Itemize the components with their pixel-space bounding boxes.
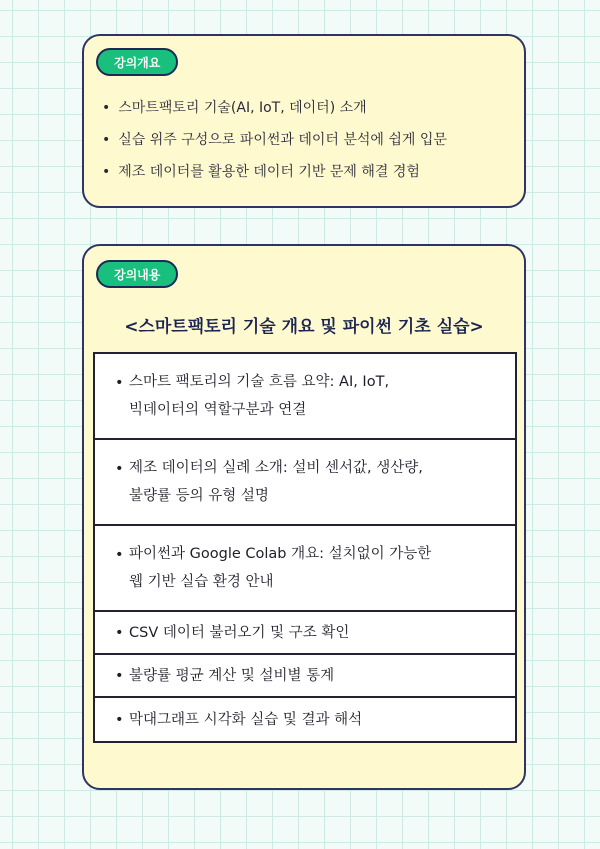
overview-item: • 실습 위주 구성으로 파이썬과 데이터 분석에 쉽게 입문 <box>102 124 447 156</box>
content-table <box>93 352 517 743</box>
content-row <box>95 440 515 526</box>
content-row <box>95 354 515 440</box>
content-row-line: 불량률 평균 계산 및 설비별 통계 <box>129 667 335 684</box>
content-row-line: 파이썬과 Google Colab 개요: 설치없이 가능한 <box>129 546 432 562</box>
overview-item: • 제조 데이터를 활용한 데이터 기반 문제 해결 경험 <box>102 156 447 188</box>
overview-card <box>82 34 526 208</box>
content-title: <스마트팩토리 기술 개요 및 파이썬 기초 실습> <box>124 317 484 337</box>
overview-list <box>102 92 447 188</box>
content-row-line: 스마트 팩토리의 기술 흐름 요약: AI, IoT, <box>129 374 390 390</box>
content-badge: 강의내용 <box>96 260 178 288</box>
bullet-glyph: • <box>115 547 124 563</box>
content-row <box>95 526 515 612</box>
content-row <box>95 655 515 698</box>
overview-item: • 스마트팩토리 기술(AI, IoT, 데이터) 소개 <box>102 92 447 124</box>
overview-badge: 강의개요 <box>96 48 178 76</box>
content-row-line: 빅데이터의 역할구분과 연결 <box>129 402 307 418</box>
content-row-line: 불량률 등의 유형 설명 <box>129 488 269 504</box>
bullet-glyph: • <box>115 461 124 477</box>
bullet-glyph: • <box>115 624 124 641</box>
content-card <box>82 244 526 790</box>
bullet-glyph: • <box>115 375 124 391</box>
bullet-glyph: • <box>115 711 124 728</box>
bullet-glyph: • <box>115 667 124 684</box>
content-row-line: 웹 기반 실습 환경 안내 <box>129 574 274 590</box>
content-row <box>95 612 515 655</box>
content-row-line: CSV 데이터 불러오기 및 구조 확인 <box>129 624 350 641</box>
content-row <box>95 698 515 741</box>
content-row-line: 막대그래프 시각화 실습 및 결과 해석 <box>129 711 363 728</box>
content-row-line: 제조 데이터의 실례 소개: 설비 센서값, 생산량, <box>129 460 423 476</box>
